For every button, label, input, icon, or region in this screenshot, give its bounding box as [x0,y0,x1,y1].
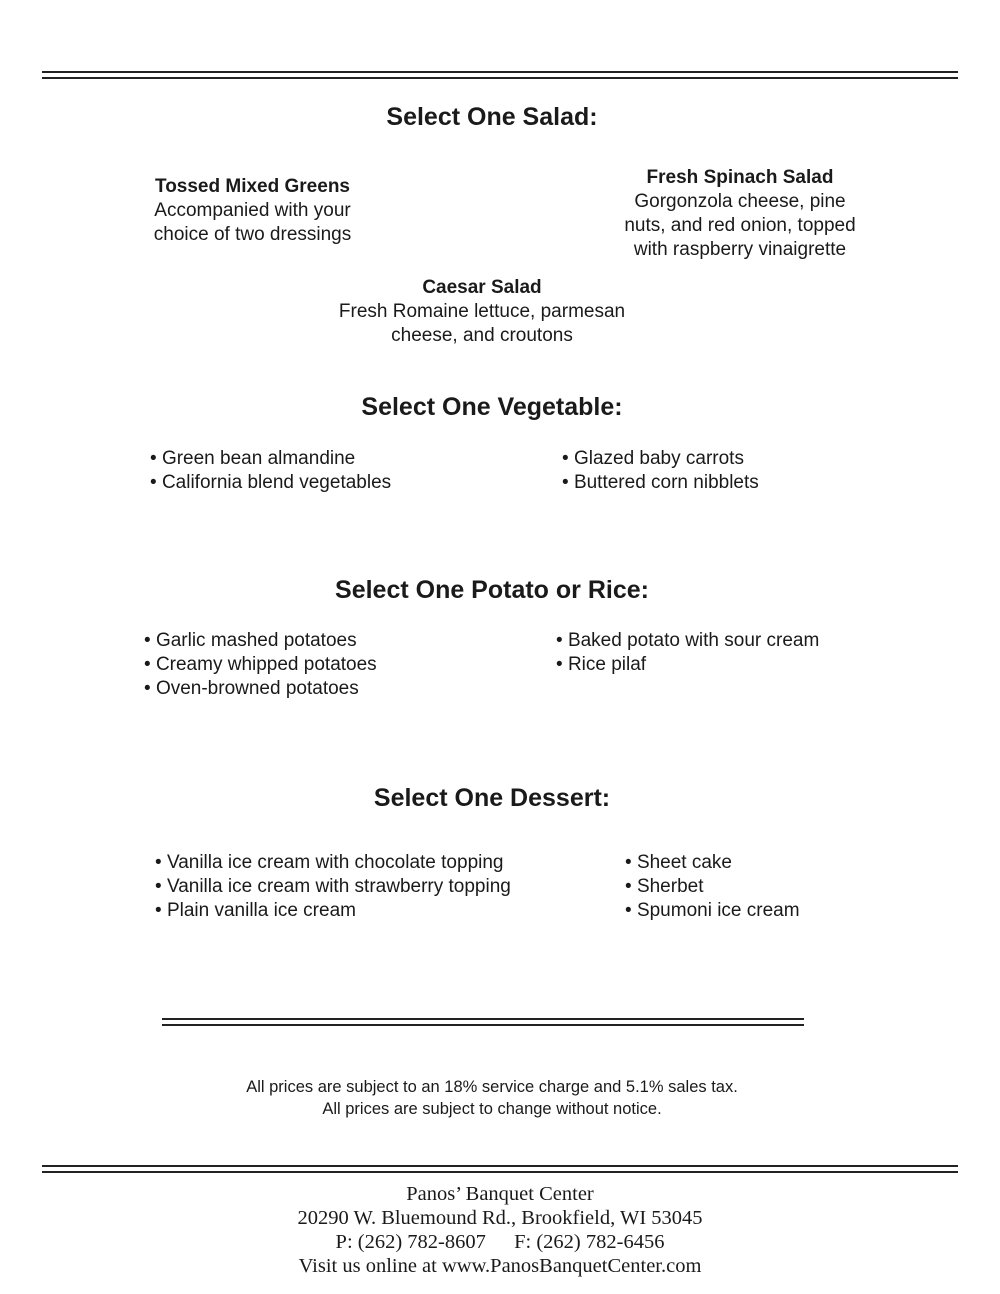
list-item: • Sherbet [625,875,800,899]
salad-caesar [312,276,652,348]
salad-name: Tossed Mixed Greens [155,176,350,197]
list-item: • Garlic mashed potatoes [144,629,377,653]
dessert-heading: Select One Dessert: [373,784,611,812]
salad-description-line: Accompanied with your [154,200,351,221]
list-item: • Sheet cake [625,851,800,875]
pricing-note-line: All prices are subject to an 18% service charge and 5.1% sales tax. [246,1078,738,1096]
potato-rice-list-right [556,629,819,677]
salad-description-line: cheese, and croutons [391,325,573,346]
list-item: • Oven-browned potatoes [144,677,377,701]
salad-tossed-mixed-greens [120,175,385,247]
footer-contact [0,1182,1000,1278]
list-item: • Green bean almandine [150,447,391,471]
list-item: • Rice pilaf [556,653,819,677]
fax-number: F: (262) 782-6456 [514,1231,665,1253]
vegetable-heading: Select One Vegetable: [361,393,623,421]
venue-name: Panos’ Banquet Center [406,1183,594,1205]
potato-rice-heading: Select One Potato or Rice: [335,576,649,604]
salad-description-line: with raspberry vinaigrette [633,239,847,260]
list-item: • Creamy whipped potatoes [144,653,377,677]
salad-description-line: nuts, and red onion, topped [624,215,856,236]
vegetable-list-right [562,447,759,495]
list-item: • Baked potato with sour cream [556,629,819,653]
list-item: • Buttered corn nibblets [562,471,759,495]
list-item: • Vanilla ice cream with chocolate topping [155,851,511,875]
salad-name: Caesar Salad [422,277,542,298]
list-item: • California blend vegetables [150,471,391,495]
salad-description-line: Gorgonzola cheese, pine [634,191,846,212]
salad-heading: Select One Salad: [386,103,598,131]
notes-divider [162,1018,804,1026]
contact-numbers [0,1230,1000,1254]
phone-number: P: (262) 782-8607 [335,1231,486,1253]
salad-name: Fresh Spinach Salad [646,167,834,188]
salad-fresh-spinach [590,166,890,262]
list-item: • Spumoni ice cream [625,899,800,923]
pricing-notes [0,1076,984,1120]
dessert-list-right [625,851,800,923]
website-link[interactable]: Visit us online at www.PanosBanquetCenter.com [298,1255,702,1277]
salad-description-line: choice of two dressings [153,224,352,245]
salad-description-line: Fresh Romaine lettuce, parmesan [338,301,626,322]
vegetable-list-left [150,447,391,495]
list-item: • Plain vanilla ice cream [155,899,511,923]
venue-address: 20290 W. Bluemound Rd., Brookfield, WI 53045 [297,1207,703,1229]
footer-divider [42,1165,958,1173]
pricing-note-line: All prices are subject to change without notice. [322,1100,662,1118]
top-divider [42,71,958,79]
dessert-list-left [155,851,511,923]
potato-rice-list-left [144,629,377,701]
list-item: • Glazed baby carrots [562,447,759,471]
list-item: • Vanilla ice cream with strawberry topping [155,875,511,899]
